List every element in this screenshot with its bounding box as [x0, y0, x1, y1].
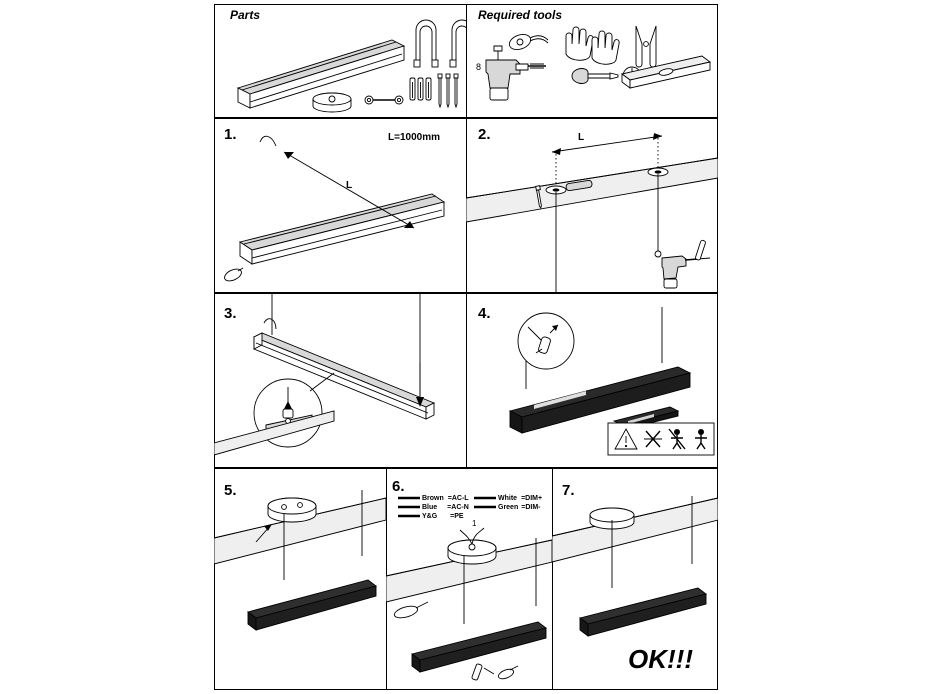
wire-fn-green: =DIM-: [521, 504, 541, 511]
wire-name-green: Green: [498, 504, 519, 511]
length-spec-label: L=1000mm: [388, 132, 440, 143]
step-4-illustration: [466, 293, 718, 468]
step-3-illustration: [214, 293, 466, 468]
wire-fn-blue: =AC-N: [447, 504, 469, 511]
step-1-illustration: [214, 118, 466, 293]
wire-name-blue: Blue: [422, 504, 438, 511]
step-4-number: 4.: [478, 305, 491, 322]
step-6-number: 6.: [392, 478, 405, 495]
tools-illustration: [466, 16, 718, 116]
svg-text:1: 1: [472, 519, 477, 528]
wire-name-white: White: [498, 495, 518, 502]
wire-fn-brown: =AC-L: [447, 495, 469, 502]
step-2-number: 2.: [478, 126, 491, 143]
wiring-key-left: [422, 494, 469, 521]
step-7-number: 7.: [562, 482, 575, 499]
step-3-number: 3.: [224, 305, 237, 322]
tools-title: Required tools: [478, 8, 563, 22]
drill-size-label: 8: [476, 62, 482, 72]
step-1-length-letter: L: [346, 180, 353, 191]
step-5-illustration: [214, 468, 386, 690]
wire-name-brown: Brown: [422, 495, 444, 502]
wiring-key-right: [498, 494, 542, 512]
ok-label: OK!!!: [628, 644, 693, 674]
wire-fn-white: =DIM+: [521, 495, 543, 502]
step-2-illustration: [466, 118, 718, 293]
wire-name-yg: Y&G: [422, 513, 438, 520]
step-2-length-letter: L: [578, 132, 585, 143]
step-1-number: 1.: [224, 126, 237, 143]
wire-fn-yg: =PE: [450, 513, 464, 520]
step-6-illustration: [386, 518, 552, 690]
parts-title: Parts: [230, 8, 261, 22]
step-5-number: 5.: [224, 482, 237, 499]
parts-illustration: [214, 16, 466, 116]
